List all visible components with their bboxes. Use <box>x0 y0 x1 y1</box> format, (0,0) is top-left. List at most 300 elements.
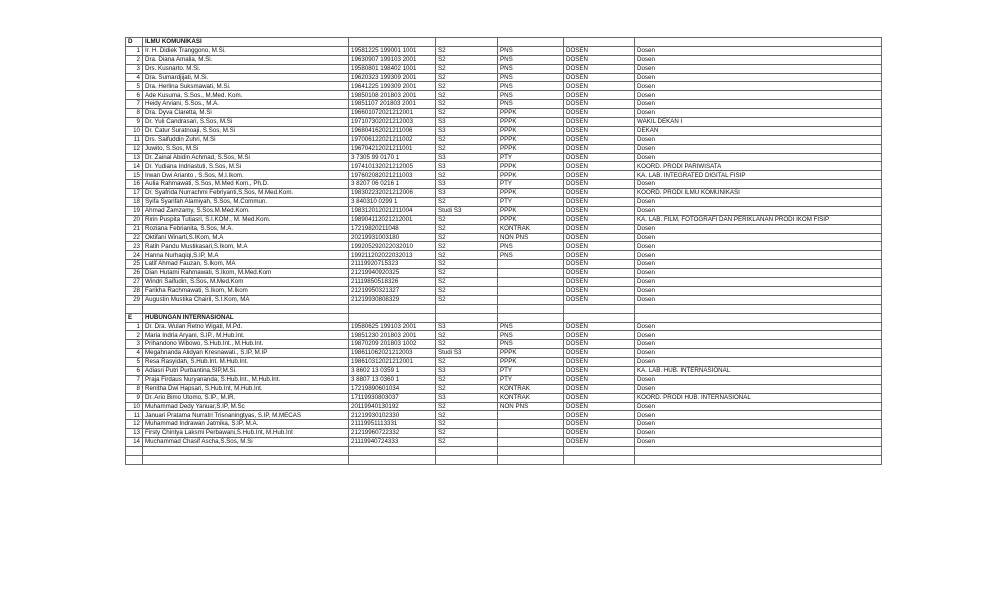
cell-no: 4 <box>126 349 143 358</box>
cell-name: Syifa Syarifah Alamiyah, S.Sos, M.Commun. <box>143 198 349 207</box>
cell-position: Dosen <box>635 375 882 384</box>
cell-no: 13 <box>126 429 143 438</box>
cell-role: DOSEN <box>564 260 635 269</box>
cell-status: NON PNS <box>498 233 564 242</box>
cell-nip: 3 8602 13 0359 1 <box>349 366 436 375</box>
cell-edu: S3 <box>436 366 498 375</box>
cell-position: Dosen <box>635 349 882 358</box>
cell-no: 25 <box>126 260 143 269</box>
cell-edu: S2 <box>436 340 498 349</box>
cell-nip: 198610312021212001 <box>349 358 436 367</box>
cell-edu: S2 <box>436 375 498 384</box>
cell-name: Dr. Zainal Abidin Achmad, S.Sos, M.Si <box>143 153 349 162</box>
table-row <box>126 135 882 144</box>
cell-position: Dosen <box>635 260 882 269</box>
table-row <box>126 242 882 251</box>
cell-position: Dosen <box>635 109 882 118</box>
cell-no: 12 <box>126 420 143 429</box>
cell-no: 14 <box>126 438 143 447</box>
cell-status: PTY <box>498 375 564 384</box>
cell-status: PNS <box>498 340 564 349</box>
cell-nip: 19620323 199309 2001 <box>349 73 436 82</box>
cell-role: DOSEN <box>564 393 635 402</box>
cell-nip: 196704212021211001 <box>349 144 436 153</box>
cell-name: Dr. Syafrida Nurrachmi Febriyanti,S.Sos, M.Med.Kom. <box>143 189 349 198</box>
cell-edu: S2 <box>436 82 498 91</box>
cell-role: DOSEN <box>564 278 635 287</box>
empty-cell <box>126 304 143 313</box>
cell-edu: S2 <box>436 135 498 144</box>
cell-edu: S3 <box>436 180 498 189</box>
cell-role: DOSEN <box>564 375 635 384</box>
cell-status: PTY <box>498 153 564 162</box>
cell-name: Adiasri Putri Purbantina,SIP,M.Si. <box>143 366 349 375</box>
empty-cell <box>143 446 349 455</box>
cell-status: PNS <box>498 46 564 55</box>
cell-no: 22 <box>126 233 143 242</box>
cell-status: PNS <box>498 251 564 260</box>
cell-role: DOSEN <box>564 384 635 393</box>
cell-status: PTY <box>498 198 564 207</box>
cell-role: DOSEN <box>564 180 635 189</box>
cell-role: DOSEN <box>564 295 635 304</box>
cell-role: DOSEN <box>564 251 635 260</box>
cell-status <box>498 411 564 420</box>
cell-name: Muhammad Indrawan Jatmika, S.IP, M.A. <box>143 420 349 429</box>
table-row <box>126 349 882 358</box>
cell-status: KONTRAK <box>498 393 564 402</box>
cell-role: DOSEN <box>564 73 635 82</box>
cell-position: Dosen <box>635 153 882 162</box>
cell-edu: S3 <box>436 153 498 162</box>
cell-name: Heidy Arviani, S.Sos., M.A. <box>143 100 349 109</box>
cell-nip: 19580625 199103 2001 <box>349 322 436 331</box>
cell-position: KOORD. PRODI PARIWISATA <box>635 162 882 171</box>
cell-edu: S2 <box>436 224 498 233</box>
empty-cell <box>436 313 498 322</box>
empty-cell <box>126 455 143 464</box>
cell-name: Irwan Dwi Arianto , S.Sos, M.I.Ikom. <box>143 171 349 180</box>
cell-no: 6 <box>126 91 143 100</box>
empty-cell <box>349 304 436 313</box>
cell-role: DOSEN <box>564 100 635 109</box>
table-row <box>126 340 882 349</box>
cell-nip: 19850108 201803 2001 <box>349 91 436 100</box>
section-letter: D <box>126 38 143 47</box>
table-row <box>126 144 882 153</box>
cell-position: Dosen <box>635 46 882 55</box>
blank-row <box>126 446 882 455</box>
table-row <box>126 73 882 82</box>
table-row <box>126 411 882 420</box>
cell-edu: S2 <box>436 411 498 420</box>
empty-cell <box>436 455 498 464</box>
cell-edu: S3 <box>436 118 498 127</box>
cell-name: Ir. H. Didiek Tranggono, M.Si. <box>143 46 349 55</box>
empty-cell <box>349 446 436 455</box>
cell-role: DOSEN <box>564 171 635 180</box>
cell-role: DOSEN <box>564 411 635 420</box>
cell-role: DOSEN <box>564 126 635 135</box>
cell-nip: 197107302021212003 <box>349 118 436 127</box>
cell-position: Dosen <box>635 278 882 287</box>
cell-status <box>498 278 564 287</box>
cell-position: Dosen <box>635 224 882 233</box>
empty-cell <box>143 455 349 464</box>
cell-status: PPPK <box>498 162 564 171</box>
cell-name: Dr. Catur Suratnoaji, S.Sos, M.Si <box>143 126 349 135</box>
cell-role: DOSEN <box>564 366 635 375</box>
cell-name: Firsty Chintya Laksmi Perbawani,S.Hub.Int, M.Hub.Int <box>143 429 349 438</box>
cell-role: DOSEN <box>564 109 635 118</box>
cell-edu: S2 <box>436 91 498 100</box>
cell-edu: S2 <box>436 429 498 438</box>
cell-status: PNS <box>498 331 564 340</box>
cell-name: Oktifani Winarti,S.IKom, M.A <box>143 233 349 242</box>
cell-role: DOSEN <box>564 153 635 162</box>
cell-role: DOSEN <box>564 224 635 233</box>
cell-position: Dosen <box>635 73 882 82</box>
cell-name: Aulia Rahmawati, S.Sos, M.Med Kom., Ph.D. <box>143 180 349 189</box>
cell-nip: 197602082021211003 <box>349 171 436 180</box>
cell-status: PPPK <box>498 206 564 215</box>
empty-cell <box>635 38 882 47</box>
cell-status: PTY <box>498 366 564 375</box>
cell-position: Dosen <box>635 411 882 420</box>
cell-no: 1 <box>126 46 143 55</box>
cell-status <box>498 295 564 304</box>
cell-no: 9 <box>126 118 143 127</box>
cell-name: Dra. Diana Amalia, M.Si. <box>143 55 349 64</box>
cell-no: 2 <box>126 55 143 64</box>
table-row <box>126 189 882 198</box>
cell-edu: S2 <box>436 251 498 260</box>
cell-name: Dr. Dra. Wulan Retno Wigati, M.Pd. <box>143 322 349 331</box>
cell-status: KONTRAK <box>498 384 564 393</box>
table-row <box>126 198 882 207</box>
cell-name: Dr. Yudiana Indriastuti, S.Sos, M.Si <box>143 162 349 171</box>
cell-role: DOSEN <box>564 46 635 55</box>
empty-cell <box>498 446 564 455</box>
cell-position: Dosen <box>635 180 882 189</box>
empty-cell <box>436 446 498 455</box>
cell-no: 13 <box>126 153 143 162</box>
table-row <box>126 162 882 171</box>
empty-cell <box>436 304 498 313</box>
cell-nip: 19851230 201803 2001 <box>349 331 436 340</box>
table-row <box>126 109 882 118</box>
table-row <box>126 215 882 224</box>
cell-name: Juwito, S.Sos, M.Si <box>143 144 349 153</box>
table-row <box>126 375 882 384</box>
cell-name: Drs. Kusnarto. M.Si. <box>143 64 349 73</box>
table-row <box>126 100 882 109</box>
cell-nip: 199205292022032010 <box>349 242 436 251</box>
cell-position: Dosen <box>635 322 882 331</box>
cell-edu: S2 <box>436 171 498 180</box>
cell-nip: 19630907 199103 2001 <box>349 55 436 64</box>
cell-role: DOSEN <box>564 242 635 251</box>
cell-nip: 196804162021211006 <box>349 126 436 135</box>
cell-role: DOSEN <box>564 358 635 367</box>
cell-status: KONTRAK <box>498 224 564 233</box>
cell-edu: S3 <box>436 162 498 171</box>
cell-status: NON PNS <box>498 402 564 411</box>
cell-status <box>498 438 564 447</box>
staff-table <box>125 37 882 465</box>
empty-cell <box>436 38 498 47</box>
cell-status: PNS <box>498 322 564 331</box>
empty-cell <box>564 304 635 313</box>
cell-no: 14 <box>126 162 143 171</box>
cell-position: Dosen <box>635 340 882 349</box>
cell-name: Dra. Dyva Claretta, M.Si <box>143 109 349 118</box>
cell-status: PPPK <box>498 144 564 153</box>
cell-edu: S2 <box>436 420 498 429</box>
cell-nip: 199211202022032013 <box>349 251 436 260</box>
cell-position: Dosen <box>635 429 882 438</box>
cell-role: DOSEN <box>564 349 635 358</box>
cell-nip: 20119940130192 <box>349 402 436 411</box>
cell-name: Farikha Rachmawati, S.Ikom, M.Ikom <box>143 286 349 295</box>
cell-nip: 3 7305 99 0170 1 <box>349 153 436 162</box>
cell-role: DOSEN <box>564 91 635 100</box>
cell-name: Muhammad Dedy Yanuar,S.IP, M.Sc <box>143 402 349 411</box>
cell-role: DOSEN <box>564 55 635 64</box>
cell-position: Dosen <box>635 286 882 295</box>
table-row <box>126 438 882 447</box>
cell-status: PPPK <box>498 135 564 144</box>
cell-status <box>498 429 564 438</box>
cell-position: Dosen <box>635 295 882 304</box>
cell-nip: 198611062021212003 <box>349 349 436 358</box>
cell-nip: 21119850518326 <box>349 278 436 287</box>
table-row <box>126 206 882 215</box>
cell-no: 17 <box>126 189 143 198</box>
cell-no: 5 <box>126 82 143 91</box>
cell-no: 8 <box>126 109 143 118</box>
cell-edu: S2 <box>436 55 498 64</box>
cell-nip: 21119951113331 <box>349 420 436 429</box>
cell-role: DOSEN <box>564 215 635 224</box>
cell-position: Dosen <box>635 144 882 153</box>
cell-nip: 20219931003180 <box>349 233 436 242</box>
table-row <box>126 393 882 402</box>
cell-nip: 17219890601034 <box>349 384 436 393</box>
cell-status: PPPK <box>498 171 564 180</box>
cell-name: Augustin Mustika Chairil, S.I.Kom, MA <box>143 295 349 304</box>
cell-name: Ade Kusuma, S.Sos., M.Med. Kom. <box>143 91 349 100</box>
cell-edu: S3 <box>436 393 498 402</box>
cell-no: 11 <box>126 411 143 420</box>
cell-name: Roziana Febrianita, S.Sos, M.A. <box>143 224 349 233</box>
table-row <box>126 91 882 100</box>
cell-status <box>498 269 564 278</box>
cell-no: 2 <box>126 331 143 340</box>
cell-position: KA. LAB. INTEGRATED DIGITAL FISIP <box>635 171 882 180</box>
cell-nip: 19641225 199309 2001 <box>349 82 436 91</box>
cell-position: Dosen <box>635 233 882 242</box>
table-row <box>126 278 882 287</box>
cell-position: Dosen <box>635 91 882 100</box>
cell-no: 12 <box>126 144 143 153</box>
cell-edu: S2 <box>436 278 498 287</box>
cell-nip: 21219960722332 <box>349 429 436 438</box>
table-row <box>126 224 882 233</box>
table-row <box>126 295 882 304</box>
cell-position: Dosen <box>635 100 882 109</box>
section-title: ILMU KOMUNIKASI <box>143 38 349 47</box>
cell-edu: S2 <box>436 242 498 251</box>
cell-position: Dosen <box>635 206 882 215</box>
cell-role: DOSEN <box>564 206 635 215</box>
cell-edu: S2 <box>436 286 498 295</box>
cell-status: PNS <box>498 91 564 100</box>
cell-no: 23 <box>126 242 143 251</box>
cell-nip: 197006122021211002 <box>349 135 436 144</box>
cell-position: Dosen <box>635 64 882 73</box>
cell-edu: S2 <box>436 198 498 207</box>
cell-role: DOSEN <box>564 135 635 144</box>
cell-status: PPPK <box>498 189 564 198</box>
cell-position: Dosen <box>635 135 882 144</box>
cell-name: Hanna Nurhaqiqi,S.IP, M.A <box>143 251 349 260</box>
table-row <box>126 322 882 331</box>
cell-position: Dosen <box>635 358 882 367</box>
cell-nip: 19870209 201803 1002 <box>349 340 436 349</box>
cell-role: DOSEN <box>564 420 635 429</box>
cell-name: Maria Indria Aryani, S.IP., M.Hub.Int. <box>143 331 349 340</box>
cell-edu: S3 <box>436 126 498 135</box>
empty-cell <box>635 313 882 322</box>
cell-position: Dosen <box>635 242 882 251</box>
empty-cell <box>349 313 436 322</box>
cell-edu: S2 <box>436 438 498 447</box>
table-row <box>126 82 882 91</box>
cell-position: DEKAN <box>635 126 882 135</box>
cell-name: Ririn Puspita Tutiasri, S.I.KOM., M. Med.Kom. <box>143 215 349 224</box>
cell-name: Dr. Yuli Candrasari, S.Sos, M.Si <box>143 118 349 127</box>
section-header-row <box>126 313 882 322</box>
cell-edu: S2 <box>436 358 498 367</box>
cell-nip: 3 8207 06 0216 1 <box>349 180 436 189</box>
cell-nip: 19580801 198402 1001 <box>349 64 436 73</box>
cell-nip: 17219820211048 <box>349 224 436 233</box>
cell-name: Ahmad Zamzamy, S.Sos.M.Med.Kom. <box>143 206 349 215</box>
empty-cell <box>564 313 635 322</box>
cell-role: DOSEN <box>564 118 635 127</box>
cell-nip: 3 840310 0299 1 <box>349 198 436 207</box>
cell-edu: S2 <box>436 295 498 304</box>
cell-status: PNS <box>498 82 564 91</box>
cell-status: PNS <box>498 73 564 82</box>
cell-no: 5 <box>126 358 143 367</box>
cell-position: Dosen <box>635 384 882 393</box>
cell-position: KA. LAB. FILM, FOTOGRAFI DAN PERIKLANAN PRODI IKOM FISIP <box>635 215 882 224</box>
cell-position: Dosen <box>635 331 882 340</box>
table-row <box>126 260 882 269</box>
table-row <box>126 153 882 162</box>
cell-no: 10 <box>126 402 143 411</box>
cell-status: PNS <box>498 55 564 64</box>
cell-role: DOSEN <box>564 189 635 198</box>
cell-nip: 17119930803037 <box>349 393 436 402</box>
empty-cell <box>564 446 635 455</box>
cell-nip: 19851107 201803 2001 <box>349 100 436 109</box>
cell-nip: 21219950321327 <box>349 286 436 295</box>
cell-role: DOSEN <box>564 64 635 73</box>
cell-no: 3 <box>126 340 143 349</box>
cell-no: 3 <box>126 64 143 73</box>
cell-edu: S2 <box>436 46 498 55</box>
cell-status: PPPK <box>498 109 564 118</box>
table-row <box>126 286 882 295</box>
empty-cell <box>498 455 564 464</box>
cell-status: PTY <box>498 180 564 189</box>
cell-name: Megahnanda Alidyan Kresnawati., S.IP, M.IP <box>143 349 349 358</box>
cell-status: PNS <box>498 100 564 109</box>
cell-nip: 21119940724333 <box>349 438 436 447</box>
cell-position: Dosen <box>635 55 882 64</box>
cell-name: Dian Hutami Rahmawati, S.Ikom, M.Med.Kom <box>143 269 349 278</box>
cell-edu: S3 <box>436 189 498 198</box>
blank-row <box>126 455 882 464</box>
cell-no: 28 <box>126 286 143 295</box>
cell-name: Drs. Saifuddin Zuhri, M.Si <box>143 135 349 144</box>
cell-position: Dosen <box>635 402 882 411</box>
table-row <box>126 126 882 135</box>
cell-no: 26 <box>126 269 143 278</box>
cell-name: Renitha Dwi Hapsari, S.Hub.Int, M.Hub.Int. <box>143 384 349 393</box>
table-row <box>126 358 882 367</box>
table-row <box>126 251 882 260</box>
table-row <box>126 384 882 393</box>
cell-name: Dra. Herlina Suksmawati, M.Si. <box>143 82 349 91</box>
table-row <box>126 64 882 73</box>
cell-nip: 198312012021211004 <box>349 206 436 215</box>
cell-edu: S2 <box>436 331 498 340</box>
cell-edu: S2 <box>436 384 498 393</box>
cell-edu: S2 <box>436 64 498 73</box>
cell-name: Prihandono Wibowo, S.Hub.Int., M.Hub.Int. <box>143 340 349 349</box>
cell-edu: S2 <box>436 260 498 269</box>
cell-role: DOSEN <box>564 322 635 331</box>
cell-no: 18 <box>126 198 143 207</box>
cell-edu: S2 <box>436 100 498 109</box>
table-row <box>126 269 882 278</box>
section-title: HUBUNGAN INTERNASIONAL <box>143 313 349 322</box>
cell-position: Dosen <box>635 420 882 429</box>
cell-status <box>498 286 564 295</box>
cell-nip: 21219930102330 <box>349 411 436 420</box>
cell-name: Ratih Pandu Mustikasari,S.Ikom, M.A <box>143 242 349 251</box>
cell-edu: Studi S3 <box>436 206 498 215</box>
cell-name: Muchammad Chasif Ascha,S.Sos, M.Si <box>143 438 349 447</box>
cell-edu: S2 <box>436 215 498 224</box>
cell-no: 4 <box>126 73 143 82</box>
cell-role: DOSEN <box>564 144 635 153</box>
cell-position: KOORD. PRODI ILMU KOMUNIKASI <box>635 189 882 198</box>
table-row <box>126 366 882 375</box>
cell-position: Dosen <box>635 269 882 278</box>
cell-no: 21 <box>126 224 143 233</box>
table-row <box>126 331 882 340</box>
cell-no: 7 <box>126 100 143 109</box>
cell-no: 7 <box>126 375 143 384</box>
cell-name: Dr. Ario Bimo Utomo, S.IP., M.IR. <box>143 393 349 402</box>
cell-no: 6 <box>126 366 143 375</box>
cell-nip: 19581225 199001 1001 <box>349 46 436 55</box>
